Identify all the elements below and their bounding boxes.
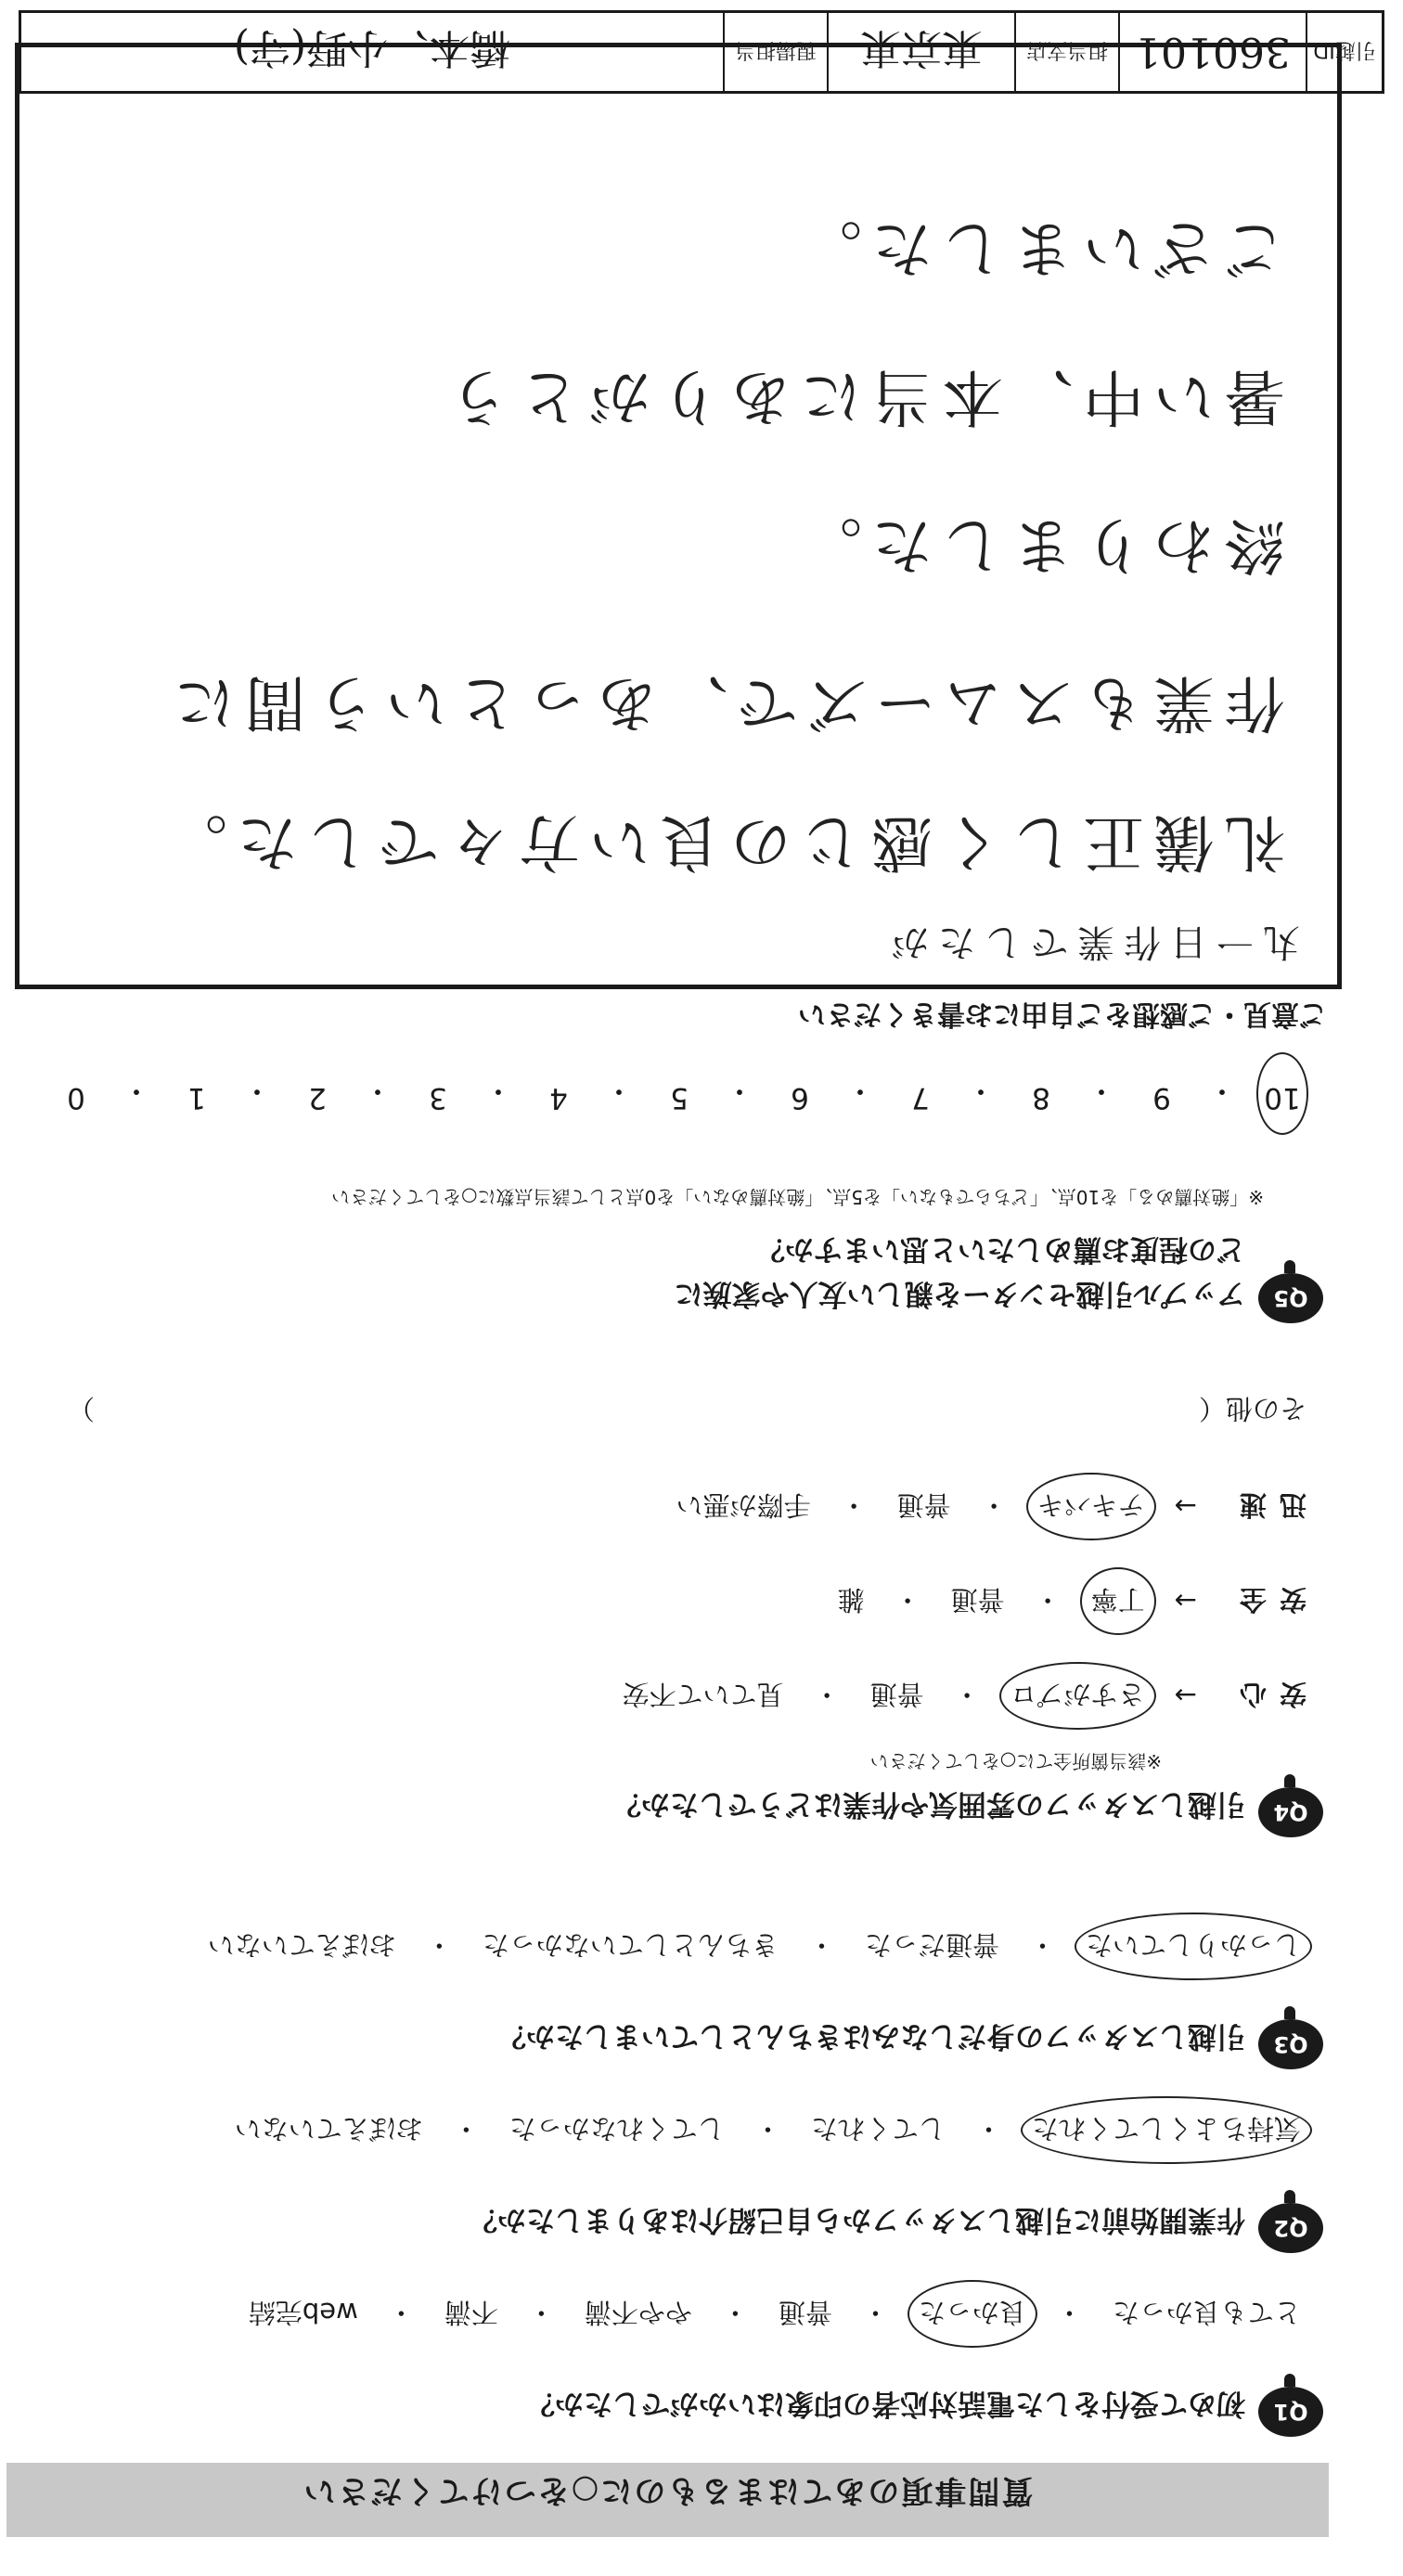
comment-line: 作業もスムーズで、あっという間に [164,667,1285,739]
q2-question: 作業開始前に引越しスタッフから自己紹介はありましたか？ [469,2203,1245,2236]
moving-id-label: 引越ID [1313,38,1376,62]
q1-options: とても良かった ・ 良かった ・ 普通 ・ やや不満 ・ 不満 ・ web完結 [243,2295,1306,2333]
score-option[interactable]: 8 [1032,1081,1050,1114]
q4-option[interactable]: 普通 [950,1584,1005,1616]
comment-line: ございました。 [792,213,1285,284]
q4-row-label: 安心 [1226,1679,1306,1710]
q2-option-selected[interactable]: 気持ちよくしてくれた [1026,2111,1306,2149]
q4-row-anshin: 安心 → さすがプロ ・ 普通 ・ 見ていて不安 [617,1677,1306,1715]
comments-title: ご意見・ご感想をご自由にお書きください [798,998,1327,1030]
staff-value: 橋本、小野(守) [21,13,725,91]
q3-option[interactable]: 普通だった [864,1929,999,1961]
score-option[interactable]: 4 [549,1081,568,1114]
score-option[interactable]: 5 [670,1081,689,1114]
score-option[interactable]: 1 [187,1081,206,1114]
q4-other-close: ） [67,1393,95,1424]
score-option[interactable]: 0 [67,1081,85,1114]
q4-option[interactable]: 雑 [837,1584,865,1616]
comment-line: 丸一日作業でしたが [882,921,1300,963]
arrow-icon: → [1174,1680,1197,1712]
q3-question: 引越しスタッフの身だしなみはきちんとしていましたか？ [497,2019,1245,2053]
branch-label: 担当支店 [1016,13,1120,91]
staff-label: 現場担当 [725,13,829,91]
q1-option[interactable]: とても良かった [1112,2297,1301,2328]
comment-line: 終わりました。 [792,509,1285,581]
q5-question-line1: アップル引越センターを親しい友人や家族に [674,1277,1245,1310]
q1-option[interactable]: 普通 [778,2297,832,2328]
arrow-icon: → [1174,1490,1197,1523]
q5-note: ※「絶対薦める」を10点、「どちらでもない」を5点、「絶対薦めない」を0点として該当点数に○をしてください [331,1186,1264,1208]
q1-option[interactable]: web完結 [248,2297,358,2328]
q4-row-label: 安全 [1226,1584,1306,1616]
q5-score-scale: 10 ・ 9 ・ 8 ・ 7 ・ 6 ・ 5 ・ 4 ・ 3 ・ 2 ・ 1 ・ 0 [48,1073,1310,1114]
q4-other-label: その他（ [1198,1393,1306,1424]
q2-option[interactable]: おぼえていない [234,2113,423,2145]
q4-question: 引越しスタッフの雰囲気や作業はどうでしたか？ [612,1787,1245,1821]
instruction-banner [6,2463,1329,2537]
q1-option[interactable]: 不満 [444,2297,498,2328]
q4-option[interactable]: 普通 [896,1489,951,1521]
branch-value: 東京東 [829,13,1016,91]
comment-line: 暑い中、本当にありがとう [439,361,1285,432]
score-option-selected[interactable]: 10 [1255,1073,1310,1114]
q3-option[interactable]: おぼえていない [207,1929,396,1961]
score-option[interactable]: 2 [308,1081,327,1114]
q4-option-selected[interactable]: テキパキ [1032,1488,1151,1526]
q4-option-selected[interactable]: さすがプロ [1005,1677,1151,1715]
q4-option[interactable]: 見ていて不安 [622,1679,784,1710]
q4-badge: Q4 [1258,1787,1323,1837]
q4-option[interactable]: 普通 [869,1679,924,1710]
q4-row-anzen: 安全 → 丁寧 ・ 普通 ・ 雑 [832,1582,1306,1620]
q4-row-label: 迅速 [1226,1489,1306,1521]
q2-badge: Q2 [1258,2203,1323,2253]
q1-question: 初めて受付をした電話対応者の印象はいかがでしたか？ [526,2387,1245,2420]
q5-question-line2: どの程度お薦めしたいと思いますか？ [756,1232,1245,1266]
q1-option-selected[interactable]: 良かった [913,2295,1032,2333]
moving-id-value: 360101 [1120,13,1307,91]
score-option[interactable]: 9 [1152,1081,1171,1114]
admin-strip [19,10,1384,94]
comment-line: 礼儀正しく感じの良い方々でした。 [157,806,1285,878]
q4-row-jinsoku: 迅速 → テキパキ ・ 普通 ・ 手際が悪い [671,1488,1306,1526]
q2-option[interactable]: してくれた [810,2113,946,2145]
q1-option[interactable]: やや不満 [584,2297,692,2328]
q3-badge: Q3 [1258,2019,1323,2069]
q4-note: ※該当箇所全てに○をしてください [869,1750,1162,1772]
q4-option-selected[interactable]: 丁寧 [1086,1582,1151,1620]
q3-option[interactable]: きちんとしていなかった [482,1929,779,1961]
arrow-icon: → [1174,1585,1197,1617]
q5-badge: Q5 [1258,1273,1323,1323]
q3-options: しっかりしていた ・ 普通だった ・ きちんとしていなかった ・ おぼえていない [202,1927,1306,1965]
banner-text: 質問事項のあてはまるものに○をつけてください [302,2472,1034,2509]
q3-option-selected[interactable]: しっかりしていた [1080,1927,1306,1965]
score-option[interactable]: 6 [791,1081,809,1114]
q1-badge: Q1 [1258,2387,1323,2437]
q2-option[interactable]: してくれなかった [508,2113,725,2145]
comments-box[interactable] [15,43,1342,989]
score-option[interactable]: 3 [429,1081,447,1114]
q2-options: 気持ちよくしてくれた ・ してくれた ・ してくれなかった ・ おぼえていない [229,2111,1306,2149]
score-option[interactable]: 7 [911,1081,930,1114]
q4-option[interactable]: 手際が悪い [676,1489,811,1521]
